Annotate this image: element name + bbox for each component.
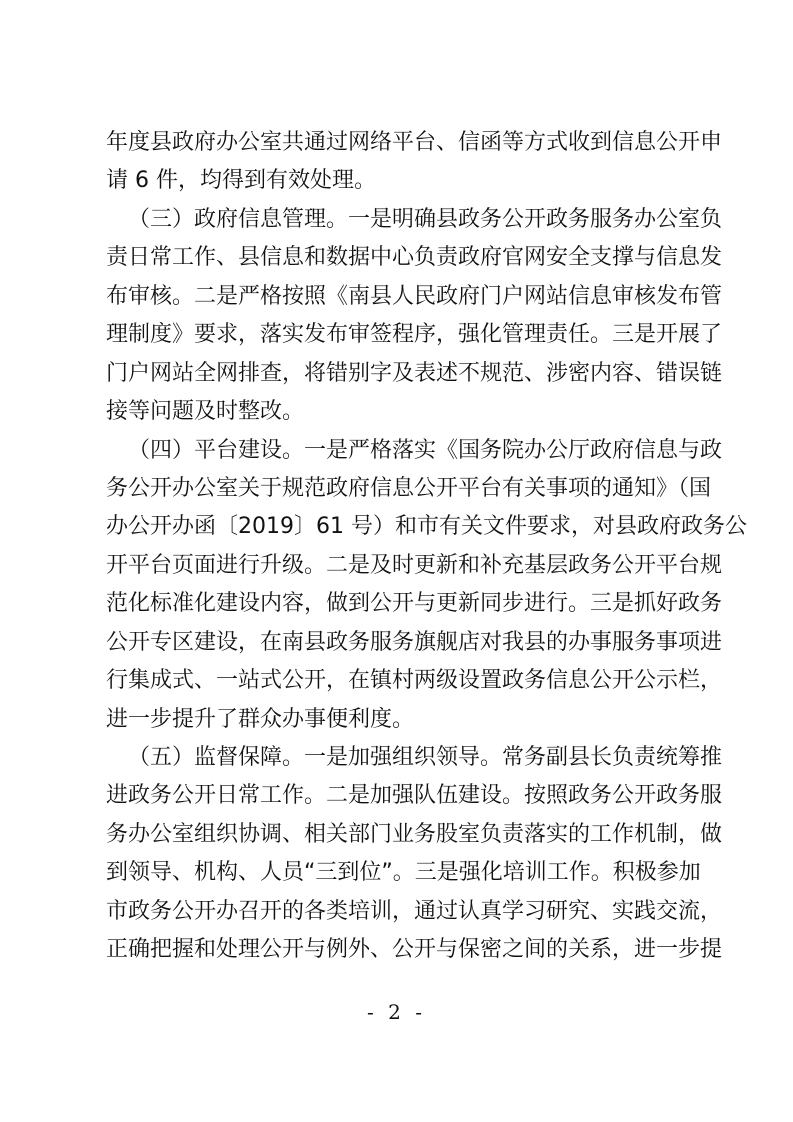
text-line: 年度县政府办公室共通过网络平台、信函等方式收到信息公开申 <box>106 130 723 155</box>
text-line: 请 6 件，均得到有效处理。 <box>106 168 376 194</box>
section-heading-line: （五）监督保障。一是加强组织领导。常务副县长负责统筹推 <box>128 745 723 770</box>
text-line: 理制度》要求，落实发布审签程序，强化管理责任。三是开展了 <box>106 322 723 348</box>
text-line: 市政务公开办召开的各类培训，通过认真学习研究、实践交流， <box>106 898 723 924</box>
text-line: 务公开办公室关于规范政府信息公开平台有关事项的通知》（国 <box>106 475 712 501</box>
text-line: 范化标准化建设内容，做到公开与更新同步进行。三是抓好政务 <box>106 591 723 617</box>
text-line: 正确把握和处理公开与例外、公开与保密之间的关系，进一步提 <box>106 937 723 963</box>
text-line: 进一步提升了群众办事便利度。 <box>106 706 415 732</box>
text-line: 办公开办函〔2019〕61 号）和市有关文件要求，对县政府政务公 <box>106 514 747 540</box>
text-line: 接等问题及时整改。 <box>106 399 305 425</box>
text-line: 进政务公开日常工作。二是加强队伍建设。按照政务公开政务服 <box>106 783 723 809</box>
text-line: 到领导、机构、人员“三到位”。三是强化培训工作。积极参加 <box>106 860 701 886</box>
section-heading-line: （三）政府信息管理。一是明确县政务公开政务服务办公室负 <box>128 206 723 232</box>
text-line: 务办公室组织协调、相关部门业务股室负责落实的工作机制，做 <box>106 821 723 847</box>
text-line: 责日常工作、县信息和数据中心负责政府官网安全支撑与信息发 <box>106 245 723 271</box>
text-line: 开平台页面进行升级。二是及时更新和补充基层政务公开平台规 <box>106 552 723 578</box>
page-number: - 2 - <box>367 1000 426 1024</box>
section-heading-line: （四）平台建设。一是严格落实《国务院办公厅政府信息与政 <box>128 437 723 463</box>
body-text <box>106 124 747 970</box>
text-line: 公开专区建设，在南县政务服务旗舰店对我县的办事服务事项进 <box>106 629 723 655</box>
text-line: 门户网站全网排查，将错别字及表述不规范、涉密内容、错误链 <box>106 360 723 386</box>
text-line: 行集成式、一站式公开，在镇村两级设置政务信息公开公示栏， <box>106 668 723 694</box>
text-line: 布审核。二是严格按照《南县人民政府门户网站信息审核发布管 <box>106 283 723 309</box>
